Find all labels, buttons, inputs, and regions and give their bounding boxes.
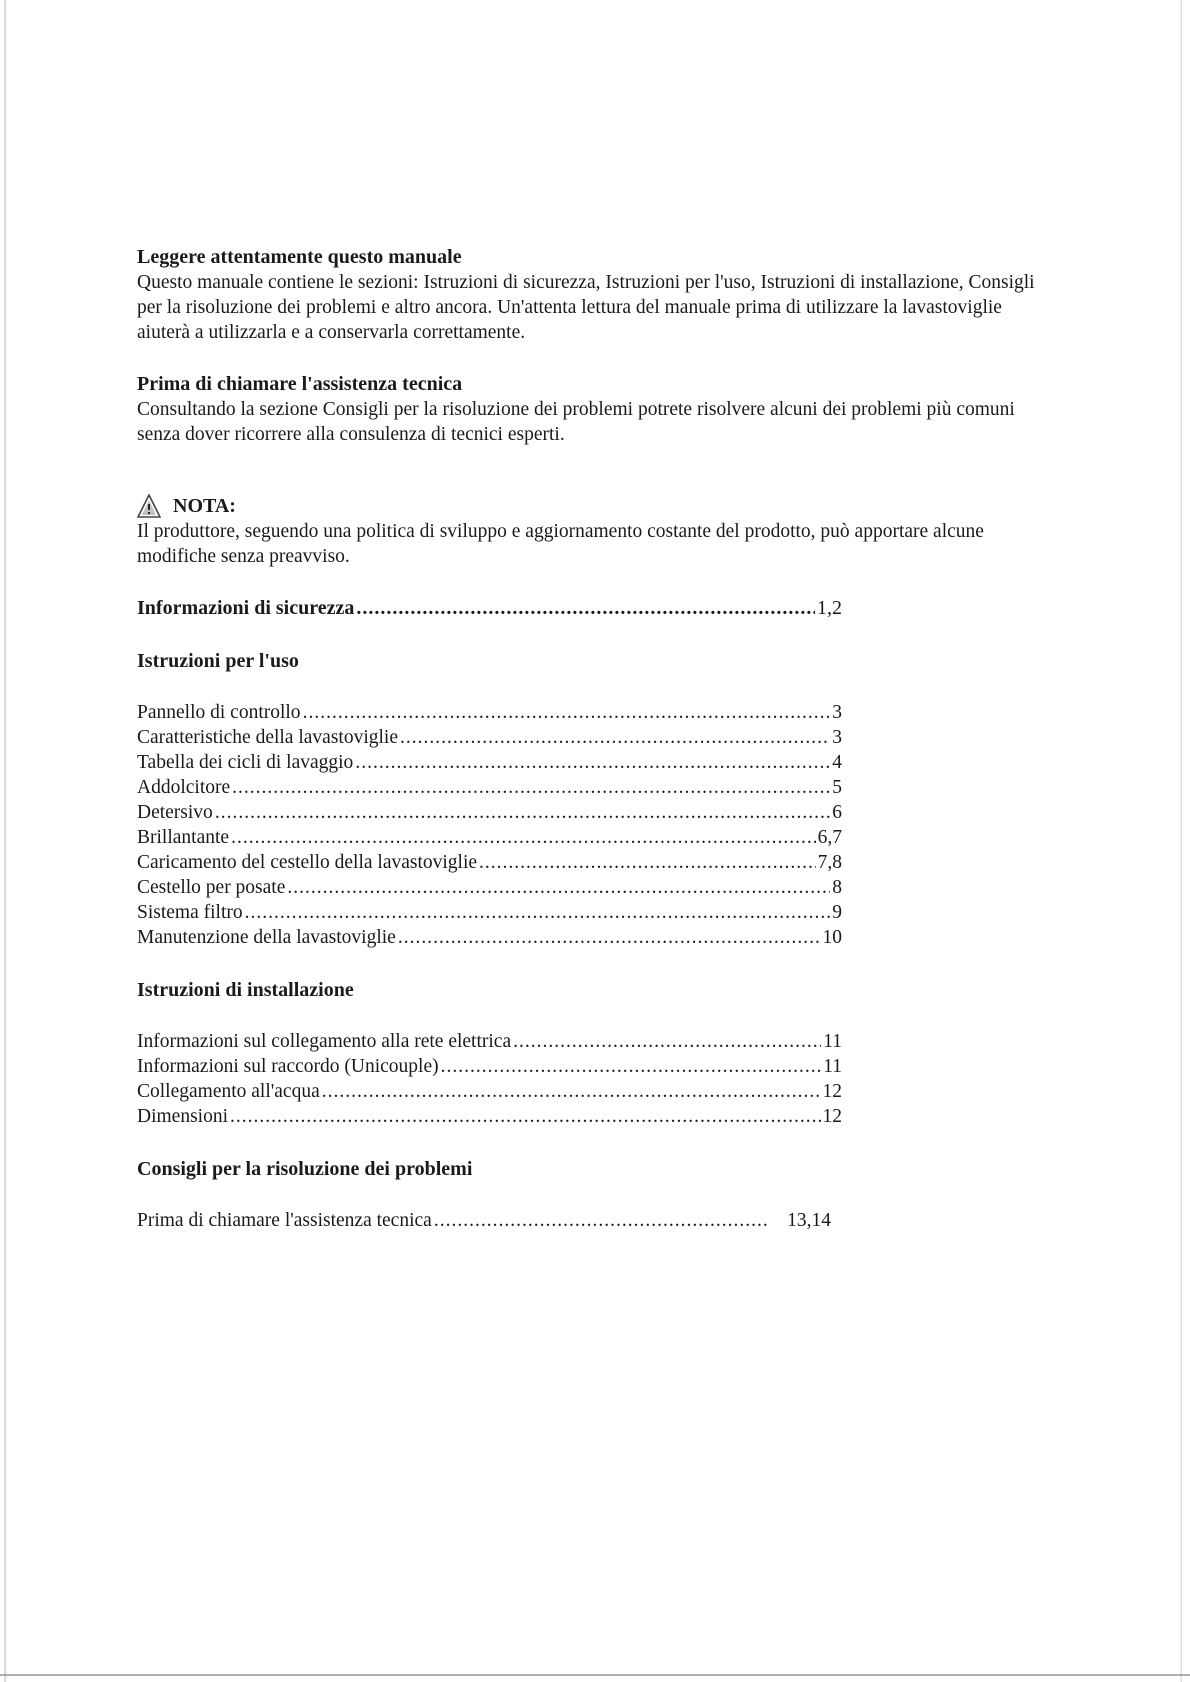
table-of-contents [137, 596, 842, 1233]
scan-edge-left [4, 0, 7, 1682]
note-heading: NOTA: [173, 495, 236, 517]
note-heading-row [137, 493, 1057, 519]
toc-entry[interactable] [137, 800, 842, 825]
read-manual-heading: Leggere attentamente questo manuale [137, 246, 462, 268]
toc-entry-page: 12 [822, 1081, 842, 1102]
warning-triangle-icon [137, 494, 161, 518]
toc-entry[interactable] [137, 725, 842, 750]
toc-leader-dots [441, 1054, 822, 1079]
toc-entry[interactable] [137, 925, 842, 950]
toc-heading-install: Istruzioni di installazione [137, 979, 354, 1001]
toc-leader-dots [355, 750, 830, 775]
toc-entry-page: 7,8 [817, 852, 842, 873]
toc-leader-dots [215, 800, 830, 825]
toc-entry[interactable] [137, 1079, 842, 1104]
toc-entry[interactable] [137, 750, 842, 775]
toc-entry[interactable] [137, 1054, 842, 1079]
toc-leader-dots [434, 1208, 769, 1233]
toc-entry[interactable] [137, 1104, 842, 1129]
toc-entry-label: Caratteristiche della lavastoviglie [137, 727, 398, 748]
toc-entry-label: Addolcitore [137, 777, 231, 798]
toc-leader-dots [232, 775, 830, 800]
toc-entry-label: Informazioni sul raccordo (Unicouple) [137, 1056, 439, 1077]
scan-edge-bottom [0, 1674, 1190, 1676]
toc-entry-label: Manutenzione della lavastoviglie [137, 927, 396, 948]
toc-entry[interactable] [137, 900, 842, 925]
toc-entry-page: 5 [832, 777, 842, 798]
toc-entry-page: 11 [823, 1056, 842, 1077]
toc-entry-label: Informazioni di sicurezza [137, 597, 355, 619]
toc-entry[interactable] [137, 1208, 831, 1233]
toc-entry-label: Detersivo [137, 802, 213, 823]
toc-entry-page: 3 [832, 727, 842, 748]
toc-entry-label: Brillantante [137, 827, 230, 848]
toc-leader-dots [287, 875, 830, 900]
toc-entry-page: 3 [832, 702, 842, 723]
read-manual-text: Questo manuale contiene le sezioni: Istruzioni di sicurezza, Istruzioni per l'uso, Istruzioni di installazione, Consigli per la risoluzione dei problemi e altro ancora. Un'attenta lettura del manuale prima di utilizzare la lavastoviglie aiuterà a utilizzarla e a conservarla correttamente. [137, 272, 1035, 343]
toc-entry[interactable] [137, 775, 842, 800]
toc-entry[interactable] [137, 825, 842, 850]
toc-entry-page: 10 [822, 927, 842, 948]
toc-entry-page: 13,14 [787, 1210, 831, 1231]
toc-leader-dots [322, 1079, 821, 1104]
toc-entry-page: 4 [832, 752, 842, 773]
toc-entry[interactable] [137, 1029, 842, 1054]
toc-entry-page: 12 [822, 1106, 842, 1127]
toc-leader-dots [400, 725, 830, 750]
toc-leader-dots [245, 900, 831, 925]
toc-heading-use: Istruzioni per l'uso [137, 650, 299, 672]
toc-entry-page: 9 [832, 902, 842, 923]
toc-entry-label: Sistema filtro [137, 902, 243, 923]
read-manual-section [137, 244, 1057, 345]
toc-leader-dots [231, 825, 816, 850]
toc-entry-label: Cestello per posate [137, 877, 286, 898]
toc-heading-troubleshooting: Consigli per la risoluzione dei problemi [137, 1158, 473, 1180]
toc-entry-label: Dimensioni [137, 1106, 228, 1127]
toc-leader-dots [356, 596, 815, 621]
toc-entry-page: 11 [823, 1031, 842, 1052]
toc-leader-dots [479, 850, 816, 875]
toc-leader-dots [230, 1104, 821, 1129]
toc-entry-page: 8 [832, 877, 842, 898]
service-heading: Prima di chiamare l'assistenza tecnica [137, 373, 463, 395]
toc-entry-label: Collegamento all'acqua [137, 1081, 320, 1102]
scan-edge-right [1180, 0, 1182, 1682]
toc-entry-page: 1,2 [817, 597, 842, 619]
toc-entry-label: Caricamento del cestello della lavastoviglie [137, 852, 478, 873]
toc-entry-label: Tabella dei cicli di lavaggio [137, 752, 354, 773]
toc-entry[interactable] [137, 700, 842, 725]
toc-entry-label: Prima di chiamare l'assistenza tecnica [137, 1210, 432, 1231]
service-text: Consultando la sezione Consigli per la risoluzione dei problemi potrete risolvere alcuni dei problemi più comuni senza dover ricorrere alla consulenza di tecnici esperti. [137, 399, 1015, 445]
toc-leader-dots [303, 700, 831, 725]
toc-entry-label: Pannello di controllo [137, 702, 301, 723]
document-content [137, 244, 1057, 1233]
toc-entry-page: 6,7 [817, 827, 842, 848]
toc-leader-dots [398, 925, 821, 950]
toc-leader-dots [513, 1029, 821, 1054]
service-section [137, 371, 1057, 447]
toc-entry-page: 6 [832, 802, 842, 823]
toc-entry[interactable] [137, 875, 842, 900]
toc-entry[interactable] [137, 850, 842, 875]
toc-entry-safety[interactable] [137, 596, 842, 621]
toc-entry-label: Informazioni sul collegamento alla rete elettrica [137, 1031, 512, 1052]
note-text: Il produttore, seguendo una politica di sviluppo e aggiornamento costante del prodotto, può apportare alcune modifiche senza preavviso. [137, 521, 984, 567]
